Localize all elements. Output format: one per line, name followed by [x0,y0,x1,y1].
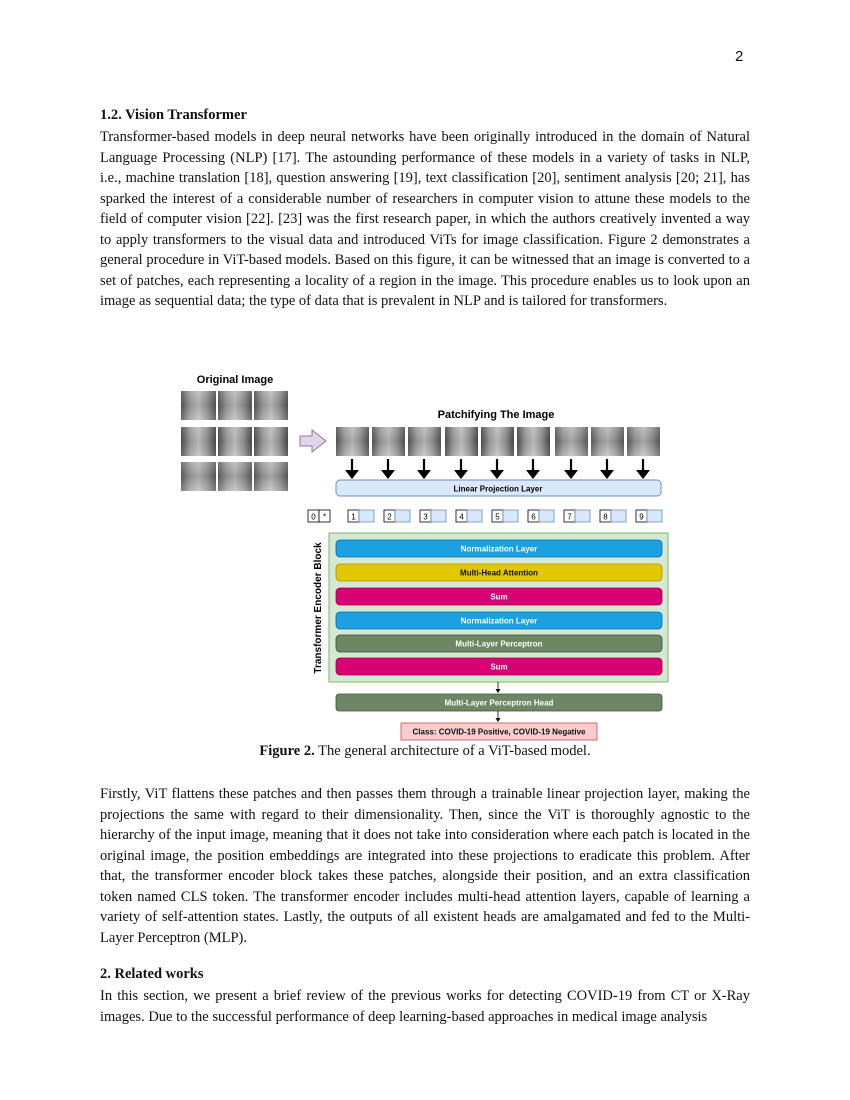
original-image-grid [181,391,288,491]
arrow-down-icon [564,459,578,479]
embedding-box [611,510,626,522]
arrow-down-icon [345,459,359,479]
position-token: 6 [531,512,536,522]
encoder-block-label: Transformer Encoder Block [313,542,324,674]
embedding-box [647,510,662,522]
original-image-label: Original Image [196,374,274,386]
position-token: 5 [495,512,500,522]
flow-arrow-icon [300,430,326,452]
layer-label: Sum [490,592,508,602]
embedding-box [575,510,590,522]
patch-8 [591,427,624,456]
position-token: 7 [567,512,572,522]
patchifying-label: Patchifying The Image [437,409,555,421]
original-patch [254,391,288,420]
mlp-head-label: Multi-Layer Perceptron Head [444,698,554,708]
page-number: 2 [735,48,744,65]
arrow-down-icon [417,459,431,479]
patch-6 [517,427,550,456]
vision-transformer-paragraph: Transformer-based models in deep neural networks have been originally introduced in the domain of Natural Language Processing (NLP) [17]. The astounding performance of these models in a variety of tasks in NLP, i.e., machine translation [18], question answering [19], text classification [20], sentiment analysis [20; 21], has sparked the interest of a considerable number of researchers in computer vision to attune these models to the field of computer vision [22]. [23] was the first research paper, in which the authors creatively invented a way to apply transformers to the visual data and introduced ViTs for image classification. Figure 2 demonstrates a general procedure in ViT-based models. Based on this figure, it can be witnessed that an image is converted to a set of patches, each representing a locality of a region in the image. This procedure enables us to look upon an image as sequential data; the type of data that is prevalent in NLP and is tailored for transformers. [100,129,750,309]
arrow-down-icon [636,459,650,479]
layer-label: Normalization Layer [460,616,538,626]
original-patch [218,462,252,491]
position-token: 3 [423,512,428,522]
embedding-box [431,510,446,522]
patch-7 [555,427,588,456]
position-token-row [308,510,662,522]
embedding-box [359,510,374,522]
original-patch [254,427,288,456]
arrow-down-icon [526,459,540,479]
arrow-down-icon [496,711,501,722]
original-patch [254,462,288,491]
section-heading-vision-transformer: 1.2. Vision Transformer [100,107,247,123]
patch-arrows [345,459,650,479]
vit-description-paragraph: Firstly, ViT flattens these patches and then passes them through a trainable linear projection layer, making the projections the same with regard to their dimensionality. Then, since the ViT is thoroughly agnostic to the hierarchy of the input image, meaning that it does not take into consideration where each patch is located in the original image, the position embeddings are integrated into these projections to eradicate this problem. After that, the transformer encoder block takes these patches, alongside their position, and an extra classification token named CLS token. The transformer encoder includes multi-head attention layers, capable of learning a variety of self-attention states. Lastly, the outputs of all existent heads are amalgamated and fed to the Multi-Layer Perceptron (MLP). [100,786,750,946]
layer-label: Normalization Layer [460,544,538,554]
layer-label: Multi-Head Attention [460,568,538,578]
arrow-down-icon [496,682,501,693]
arrow-down-icon [454,459,468,479]
embedding-box [503,510,518,522]
layer-label: Multi-Layer Perceptron [455,639,543,649]
position-token: 9 [639,512,644,522]
patch-sequence [336,427,660,456]
original-patch [218,391,252,420]
original-patch [181,391,216,420]
figure-caption-prefix: Figure 2. [259,743,315,759]
position-token: 0 [311,512,316,522]
arrow-down-icon [381,459,395,479]
position-token: 2 [387,512,392,522]
embedding-box [395,510,410,522]
related-works-paragraph: In this section, we present a brief review of the previous works for detecting COVID-19 from CT or X-Ray images. Due to the successful performance of deep learning-based approaches in medical image analysis [100,988,750,1025]
patch-4 [445,427,478,456]
arrow-down-icon [490,459,504,479]
figure-caption-text: The general architecture of a ViT-based model. [314,743,591,759]
patch-3 [408,427,441,456]
position-token: 1 [351,512,356,522]
position-token: 8 [603,512,608,522]
original-patch [218,427,252,456]
embedding-box [467,510,482,522]
patch-1 [336,427,369,456]
embedding-box [539,510,554,522]
original-patch [181,462,216,491]
cls-token: * [322,512,327,522]
arrow-down-icon [600,459,614,479]
patch-2 [372,427,405,456]
patch-5 [481,427,514,456]
patch-9 [627,427,660,456]
position-token: 4 [459,512,464,522]
section-heading-related-works: 2. Related works [100,966,204,982]
linear-projection-label: Linear Projection Layer [453,484,543,494]
original-patch [181,427,216,456]
layer-label: Sum [490,662,508,672]
class-output-label: Class: COVID-19 Positive, COVID-19 Negative [412,727,586,737]
figure-caption [100,743,750,760]
